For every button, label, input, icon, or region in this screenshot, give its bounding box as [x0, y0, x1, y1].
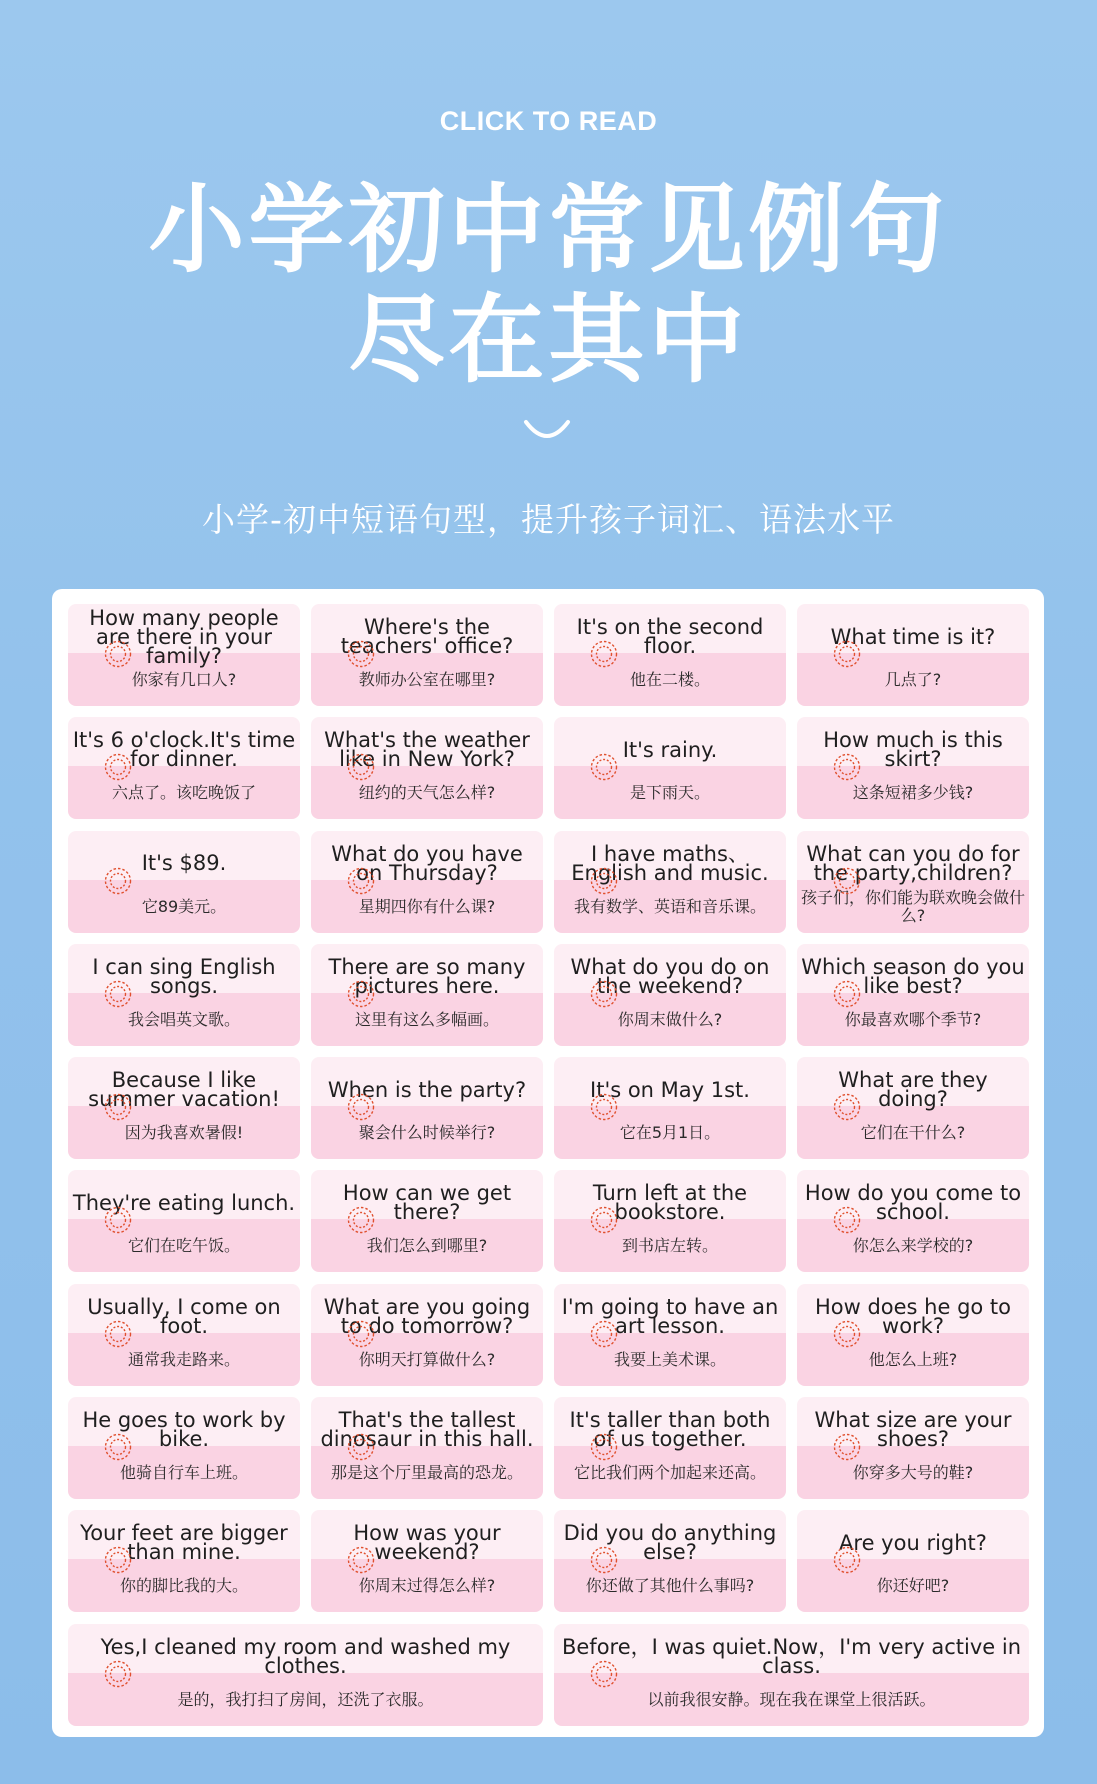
page-title-line2: 尽在其中: [348, 284, 749, 396]
sentence-card[interactable]: [68, 831, 300, 933]
sentence-card[interactable]: [68, 1624, 543, 1726]
sentence-card[interactable]: [554, 604, 786, 706]
click-target-icon[interactable]: [590, 1660, 618, 1688]
english-sentence: How many people are there in your family?: [89, 605, 279, 668]
chinese-translation: 它比我们两个加起来还高。: [573, 1463, 766, 1483]
click-target-icon[interactable]: [833, 980, 861, 1008]
english-sentence: It's on the second floor.: [576, 615, 764, 658]
click-target-icon[interactable]: [347, 753, 375, 781]
chinese-translation: 你明天打算做什么?: [358, 1349, 496, 1369]
click-target-icon[interactable]: [104, 1206, 132, 1234]
english-sentence: What are you going to do tomorrow?: [323, 1294, 531, 1338]
sentence-card[interactable]: [68, 1284, 300, 1386]
sentence-card[interactable]: [68, 717, 300, 819]
chinese-translation: 那是这个厅里最高的恐龙。: [330, 1463, 523, 1483]
english-sentence: What time is it?: [830, 624, 996, 649]
chinese-translation: 这条短裙多少钱?: [852, 783, 974, 803]
sentence-card[interactable]: [554, 831, 786, 933]
chinese-translation: 你最喜欢哪个季节?: [844, 1009, 982, 1029]
english-sentence: It's taller than both of us together.: [569, 1408, 771, 1452]
sentence-card[interactable]: [554, 1624, 1029, 1726]
english-sentence: It's 6 o'clock.It's time for dinner.: [72, 728, 296, 772]
subtitle: 小学-初中短语句型，提升孩子词汇、语法水平: [202, 500, 895, 539]
click-target-icon[interactable]: [104, 1546, 132, 1574]
chinese-translation: 你周末做什么?: [617, 1009, 723, 1029]
chinese-translation: 我会唱英文歌。: [127, 1009, 240, 1029]
english-sentence: What are they doing?: [838, 1068, 988, 1112]
click-target-icon[interactable]: [104, 980, 132, 1008]
click-target-icon[interactable]: [104, 1093, 132, 1121]
click-target-icon[interactable]: [347, 1206, 375, 1234]
english-sentence: What do you do on the weekend?: [570, 954, 770, 998]
english-sentence: Before，I was quiet.Now，I'm very active in class.: [561, 1634, 1022, 1678]
sentence-card[interactable]: [311, 1510, 543, 1612]
sentence-card[interactable]: [311, 1284, 543, 1386]
chinese-translation: 纽约的天气怎么样?: [358, 783, 496, 803]
chinese-translation: 聚会什么时候举行?: [358, 1123, 496, 1143]
click-target-icon[interactable]: [590, 640, 618, 668]
sentence-card[interactable]: [554, 717, 786, 819]
sentence-card[interactable]: [311, 831, 543, 933]
english-sentence: That's the tallest dinosaur in this hall.: [320, 1408, 534, 1452]
click-target-icon[interactable]: [347, 640, 375, 668]
click-target-icon[interactable]: [347, 867, 375, 895]
chinese-translation: 他怎么上班?: [868, 1349, 958, 1369]
chinese-translation: 是的，我打扫了房间，还洗了衣服。: [177, 1689, 434, 1709]
click-target-icon[interactable]: [590, 1320, 618, 1348]
click-target-icon[interactable]: [104, 1433, 132, 1461]
english-sentence: He goes to work by bike.: [82, 1408, 286, 1452]
english-sentence: They're eating lunch.: [72, 1190, 296, 1215]
sentence-card[interactable]: [797, 717, 1029, 819]
english-sentence: It's on May 1st.: [590, 1077, 750, 1102]
chinese-translation: 你怎么来学校的?: [852, 1236, 974, 1256]
chinese-translation: 是下雨天。: [629, 783, 710, 803]
chinese-translation: 他骑自行车上班。: [119, 1463, 248, 1483]
sentence-card[interactable]: [68, 1057, 300, 1159]
chinese-translation: 它们在干什么?: [860, 1123, 966, 1143]
sentence-card[interactable]: [554, 1510, 786, 1612]
click-target-icon[interactable]: [833, 640, 861, 668]
click-target-icon[interactable]: [590, 1546, 618, 1574]
sentence-panel: [52, 589, 1044, 1737]
sentence-card[interactable]: [311, 604, 543, 706]
chinese-translation: 通常我走路来。: [127, 1349, 240, 1369]
sentence-card[interactable]: [311, 1170, 543, 1272]
chinese-translation: 你家有几口人?: [131, 670, 237, 689]
chinese-translation: 他在二楼。: [629, 670, 710, 689]
chinese-translation: 你还好吧?: [876, 1576, 950, 1596]
english-sentence: There are so many pictures here.: [328, 954, 526, 998]
click-target-icon[interactable]: [347, 1433, 375, 1461]
click-target-icon[interactable]: [104, 867, 132, 895]
sentence-card[interactable]: [311, 1397, 543, 1499]
sentence-card[interactable]: [797, 1057, 1029, 1159]
click-target-icon[interactable]: [590, 867, 618, 895]
click-target-icon[interactable]: [104, 1660, 132, 1688]
click-target-icon[interactable]: [104, 1320, 132, 1348]
sentence-card[interactable]: [554, 1397, 786, 1499]
chinese-translation: 教师办公室在哪里?: [358, 670, 496, 689]
click-target-icon[interactable]: [104, 640, 132, 668]
english-sentence: I'm going to have an art lesson.: [561, 1294, 779, 1338]
click-target-icon[interactable]: [833, 867, 861, 895]
sentence-card[interactable]: [797, 1170, 1029, 1272]
click-target-icon[interactable]: [347, 1546, 375, 1574]
click-target-icon[interactable]: [833, 1546, 861, 1574]
sentence-card[interactable]: [797, 1397, 1029, 1499]
sentence-card[interactable]: [68, 1397, 300, 1499]
sentence-card[interactable]: [68, 1510, 300, 1612]
english-sentence: What do you have on Thursday?: [331, 841, 523, 885]
click-target-icon[interactable]: [833, 1206, 861, 1234]
english-sentence: When is the party?: [327, 1077, 527, 1102]
english-sentence: Are you right?: [839, 1530, 987, 1555]
chinese-translation: 以前我很安静。现在我在课堂上很活跃。: [647, 1689, 936, 1709]
english-sentence: Which season do you like best?: [801, 954, 1025, 998]
sentence-card[interactable]: [311, 717, 543, 819]
chinese-translation: 到书店左转。: [621, 1236, 718, 1256]
english-sentence: Because I like summer vacation!: [88, 1068, 280, 1112]
click-target-icon[interactable]: [833, 1320, 861, 1348]
chinese-translation: 因为我喜欢暑假!: [124, 1123, 244, 1143]
chinese-translation: 我有数学、英语和音乐课。: [573, 896, 766, 916]
sentence-card[interactable]: [554, 1057, 786, 1159]
click-target-icon[interactable]: [104, 753, 132, 781]
english-sentence: Yes,I cleaned my room and washed my clothes.: [100, 1634, 511, 1678]
click-target-icon[interactable]: [833, 1433, 861, 1461]
english-sentence: Did you do anything else?: [563, 1521, 777, 1565]
click-target-icon[interactable]: [590, 753, 618, 781]
english-sentence: Turn left at the bookstore.: [592, 1181, 748, 1225]
english-sentence: How does he go to work?: [814, 1294, 1012, 1338]
chinese-translation: 这里有这么多幅画。: [354, 1009, 499, 1029]
chinese-translation: 你周末过得怎么样?: [358, 1576, 496, 1596]
chinese-translation: 它们在吃午饭。: [127, 1236, 240, 1256]
sentence-card[interactable]: [797, 604, 1029, 706]
chinese-translation: 你的脚比我的大。: [119, 1576, 248, 1596]
chinese-translation: 我要上美术课。: [613, 1349, 726, 1369]
english-sentence: Usually, I come on foot.: [87, 1294, 281, 1338]
sentence-card[interactable]: [311, 1057, 543, 1159]
click-target-icon[interactable]: [590, 980, 618, 1008]
sentence-grid: [68, 604, 1029, 1726]
chinese-translation: 六点了。该吃晚饭了: [111, 783, 256, 803]
sentence-card[interactable]: [554, 1284, 786, 1386]
click-target-icon[interactable]: [590, 1206, 618, 1234]
click-target-icon[interactable]: [347, 980, 375, 1008]
english-sentence: Where's the teachers' office?: [340, 615, 514, 658]
sentence-card[interactable]: [311, 944, 543, 1046]
click-target-icon[interactable]: [833, 1093, 861, 1121]
english-sentence: How was your weekend?: [353, 1521, 501, 1565]
sentence-card[interactable]: [554, 944, 786, 1046]
english-sentence: I have maths、English and music.: [571, 841, 769, 885]
click-target-icon[interactable]: [347, 1320, 375, 1348]
chinese-translation: 它89美元。: [141, 896, 227, 916]
sentence-card[interactable]: [797, 944, 1029, 1046]
chinese-translation: 你穿多大号的鞋?: [852, 1463, 974, 1483]
english-sentence: What size are your shoes?: [814, 1408, 1012, 1452]
sentence-card[interactable]: [797, 1284, 1029, 1386]
english-sentence: What can you do for the party,children?: [806, 841, 1020, 885]
chinese-translation: 几点了?: [884, 670, 942, 689]
english-sentence: Your feet are bigger than mine.: [80, 1521, 288, 1565]
sentence-card[interactable]: [797, 1510, 1029, 1612]
chinese-translation: 星期四你有什么课?: [358, 896, 496, 916]
page-title-line1: 小学初中常见例句: [148, 174, 949, 286]
sentence-card[interactable]: [68, 604, 300, 706]
sentence-card[interactable]: [68, 1170, 300, 1272]
english-sentence: What's the weather like in New York?: [324, 728, 530, 772]
chinese-translation: 你还做了其他什么事吗?: [585, 1576, 755, 1596]
chinese-translation: 我们怎么到哪里?: [366, 1236, 488, 1256]
english-sentence: It's $89.: [141, 851, 227, 876]
click-target-icon[interactable]: [590, 1093, 618, 1121]
click-target-icon[interactable]: [833, 753, 861, 781]
sentence-card[interactable]: [554, 1170, 786, 1272]
click-target-icon[interactable]: [590, 1433, 618, 1461]
english-sentence: It's rainy.: [622, 737, 718, 762]
chinese-translation: 它在5月1日。: [619, 1123, 721, 1143]
english-sentence: I can sing English songs.: [92, 954, 276, 998]
english-sentence: How do you come to school.: [804, 1181, 1022, 1225]
sentence-card[interactable]: [797, 831, 1029, 933]
english-sentence: How can we get there?: [342, 1181, 512, 1225]
english-sentence: How much is this skirt?: [823, 728, 1003, 772]
sentence-card[interactable]: [68, 944, 300, 1046]
chinese-translation: 孩子们，你们能为联欢晚会做什么?: [801, 887, 1026, 925]
click-target-icon[interactable]: [347, 1093, 375, 1121]
smile-icon: [522, 414, 572, 454]
eyebrow-label: CLICK TO READ: [439, 106, 658, 136]
